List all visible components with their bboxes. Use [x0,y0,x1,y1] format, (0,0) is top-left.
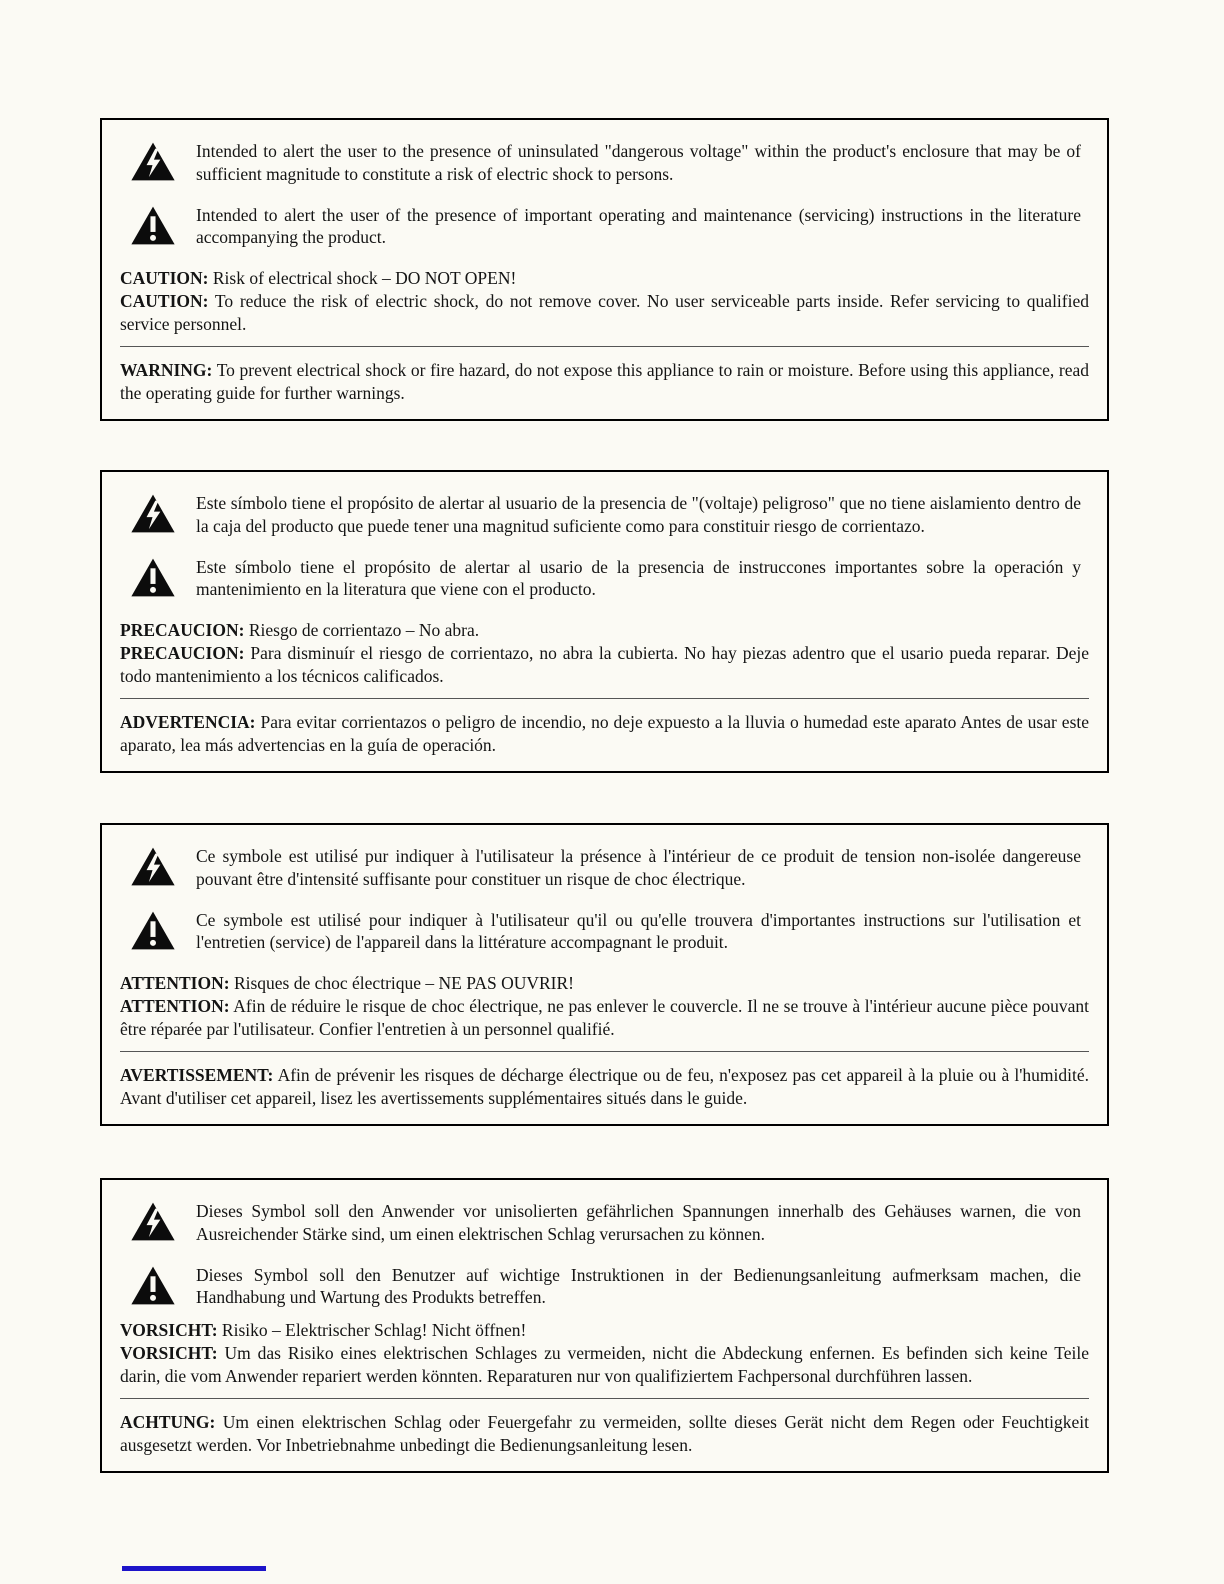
symbol-description: Ce symbole est utilisé pur indiquer à l'utilisateur la présence à l'intérieur de ce produit de tension non-isolée dangereuse pouvant être d'intensité suffisante pour constituer un risque de choc électrique. [196,846,1081,889]
warning-paragraph [120,1064,1089,1110]
caution-label: CAUTION: [120,290,209,311]
caution-paragraph [120,642,1089,688]
warning-label: ADVERTENCIA: [120,712,256,733]
caution-paragraph [120,619,1089,642]
caution-paragraph [120,972,1089,995]
caution-paragraph [120,995,1089,1041]
caution-text: Risk of electrical shock – DO NOT OPEN! [212,268,517,288]
footer-rule [122,1566,266,1571]
warning-box-french [100,823,1109,1126]
warning-box-german [100,1178,1109,1473]
warning-paragraph [120,359,1089,405]
symbol-description: Intended to alert the user of the presence of important operating and maintenance (servicing) instructions in the literature accompanying the product. [196,204,1081,248]
symbol-paragraph [130,1200,1081,1246]
warning-box-spanish [100,470,1109,773]
caution-label: VORSICHT: [120,1342,218,1363]
warning-paragraph [120,1411,1089,1457]
caution-text: Um das Risiko eines elektrischen Schlages zu vermeiden, nicht die Abdeckung enfernen. Es befinden sich keine Teile darin, die vom Anwender repariert werden könnten. Reparaturen nur von qualifiziertem Fachpersonal durchführen lassen. [120,1342,1090,1386]
warning-label: AVERTISSEMENT: [120,1065,274,1086]
divider [120,1398,1089,1399]
warning-text: Para evitar corrientazos o peligro de incendio, no deje expuesto a la lluvia o humedad este aparato Antes de usar este aparato, lea más advertencias en la guía de operación. [120,712,1090,755]
lightning-bolt-triangle-icon [130,140,176,182]
warning-text: To prevent electrical shock or fire hazard, do not expose this appliance to rain or moisture. Before using this appliance, read the operating guide for further warnings. [120,360,1089,403]
caution-label: ATTENTION: [120,995,230,1016]
caution-paragraph [120,1319,1089,1342]
caution-label: PRECAUCION: [120,620,245,640]
symbol-paragraph [130,845,1081,891]
exclamation-triangle-icon [130,556,176,598]
warning-label: WARNING: [120,360,213,381]
lightning-bolt-triangle-icon [130,1200,176,1242]
symbol-description: Este símbolo tiene el propósito de alertar al usario de la presencia de instruccones importantes sobre la operación y mantenimiento en la literatura que viene con el producto. [196,556,1081,600]
exclamation-triangle-icon [130,204,176,246]
warning-text: Um einen elektrischen Schlag oder Feuergefahr zu vermeiden, sollte dieses Gerät nicht dem Regen oder Feuchtigkeit ausgesetzt werden. Vor Inbetriebnahme unbedingt die Bedienungsanleitung lesen. [120,1412,1089,1455]
caution-paragraph [120,267,1089,290]
caution-text: Risques de choc électrique – NE PAS OUVRIR! [233,973,575,993]
symbol-paragraph [130,492,1081,538]
symbol-description: Dieses Symbol soll den Anwender vor unisolierten gefährlichen Spannungen innerhalb des Gehäuses warnen, die von Ausreichender Stärke sind, um einen elektrischen Schlag verursachen zu können. [196,1201,1081,1244]
exclamation-triangle-icon [130,1264,176,1306]
warning-label: ACHTUNG: [120,1412,216,1433]
divider [120,698,1089,699]
divider [120,346,1089,347]
warning-paragraph [120,711,1089,757]
caution-label: PRECAUCION: [120,642,245,663]
symbol-description: Este símbolo tiene el propósito de alertar al usuario de la presencia de "(voltaje) peligroso" que no tiene aislamiento dentro de la caja del producto que puede tener una magnitud suficiente como para constituir riesgo de corrientazo. [196,493,1081,536]
caution-paragraph [120,1342,1089,1388]
symbol-description: Intended to alert the user to the presence of uninsulated "dangerous voltage" within the product's enclosure that may be of sufficient magnitude to constitute a risk of electric shock to persons. [196,141,1081,184]
caution-text: Risiko – Elektrischer Schlag! Nicht öffnen! [221,1320,527,1340]
caution-text: Riesgo de corrientazo – No abra. [248,620,480,640]
warning-text: Afin de prévenir les risques de décharge électrique ou de feu, n'exposez pas cet appareil à la pluie ou à l'humidité. Avant d'utiliser cet appareil, lisez les avertissements supplémentaires situés dans le guide. [120,1065,1089,1108]
caution-text: Afin de réduire le risque de choc électrique, ne pas enlever le couvercle. Il ne se trouve à l'intérieur aucune pièce pouvant être réparée par l'utilisateur. Confier l'entretien à un personnel qualifié. [120,995,1089,1039]
symbol-paragraph [130,556,1081,602]
symbol-description: Dieses Symbol soll den Benutzer auf wichtige Instruktionen in der Bedienungsanleitung aufmerksam machen, die Handhabung und Wartung des Produkts betreffen. [196,1264,1081,1308]
caution-text: Para disminuír el riesgo de corrientazo, no abra la cubierta. No hay piezas adentro que el usario pueda reparar. Deje todo mantenimiento a los técnicos calificados. [120,642,1090,686]
caution-text: To reduce the risk of electric shock, do not remove cover. No user serviceable parts inside. Refer servicing to qualified service personnel. [120,290,1090,334]
divider [120,1051,1089,1052]
caution-label: VORSICHT: [120,1320,218,1340]
caution-paragraph [120,290,1089,336]
symbol-paragraph [130,1264,1081,1310]
symbol-paragraph [130,909,1081,955]
lightning-bolt-triangle-icon [130,492,176,534]
symbol-paragraph [130,140,1081,186]
symbol-description: Ce symbole est utilisé pour indiquer à l'utilisateur qu'il ou qu'elle trouvera d'importantes instructions sur l'utilisation et l'entretien (service) de l'appareil dans la littérature accompagnant le produit. [196,909,1081,953]
lightning-bolt-triangle-icon [130,845,176,887]
symbol-paragraph [130,204,1081,250]
caution-label: ATTENTION: [120,973,230,993]
warning-box-english [100,118,1109,421]
caution-label: CAUTION: [120,268,209,288]
exclamation-triangle-icon [130,909,176,951]
